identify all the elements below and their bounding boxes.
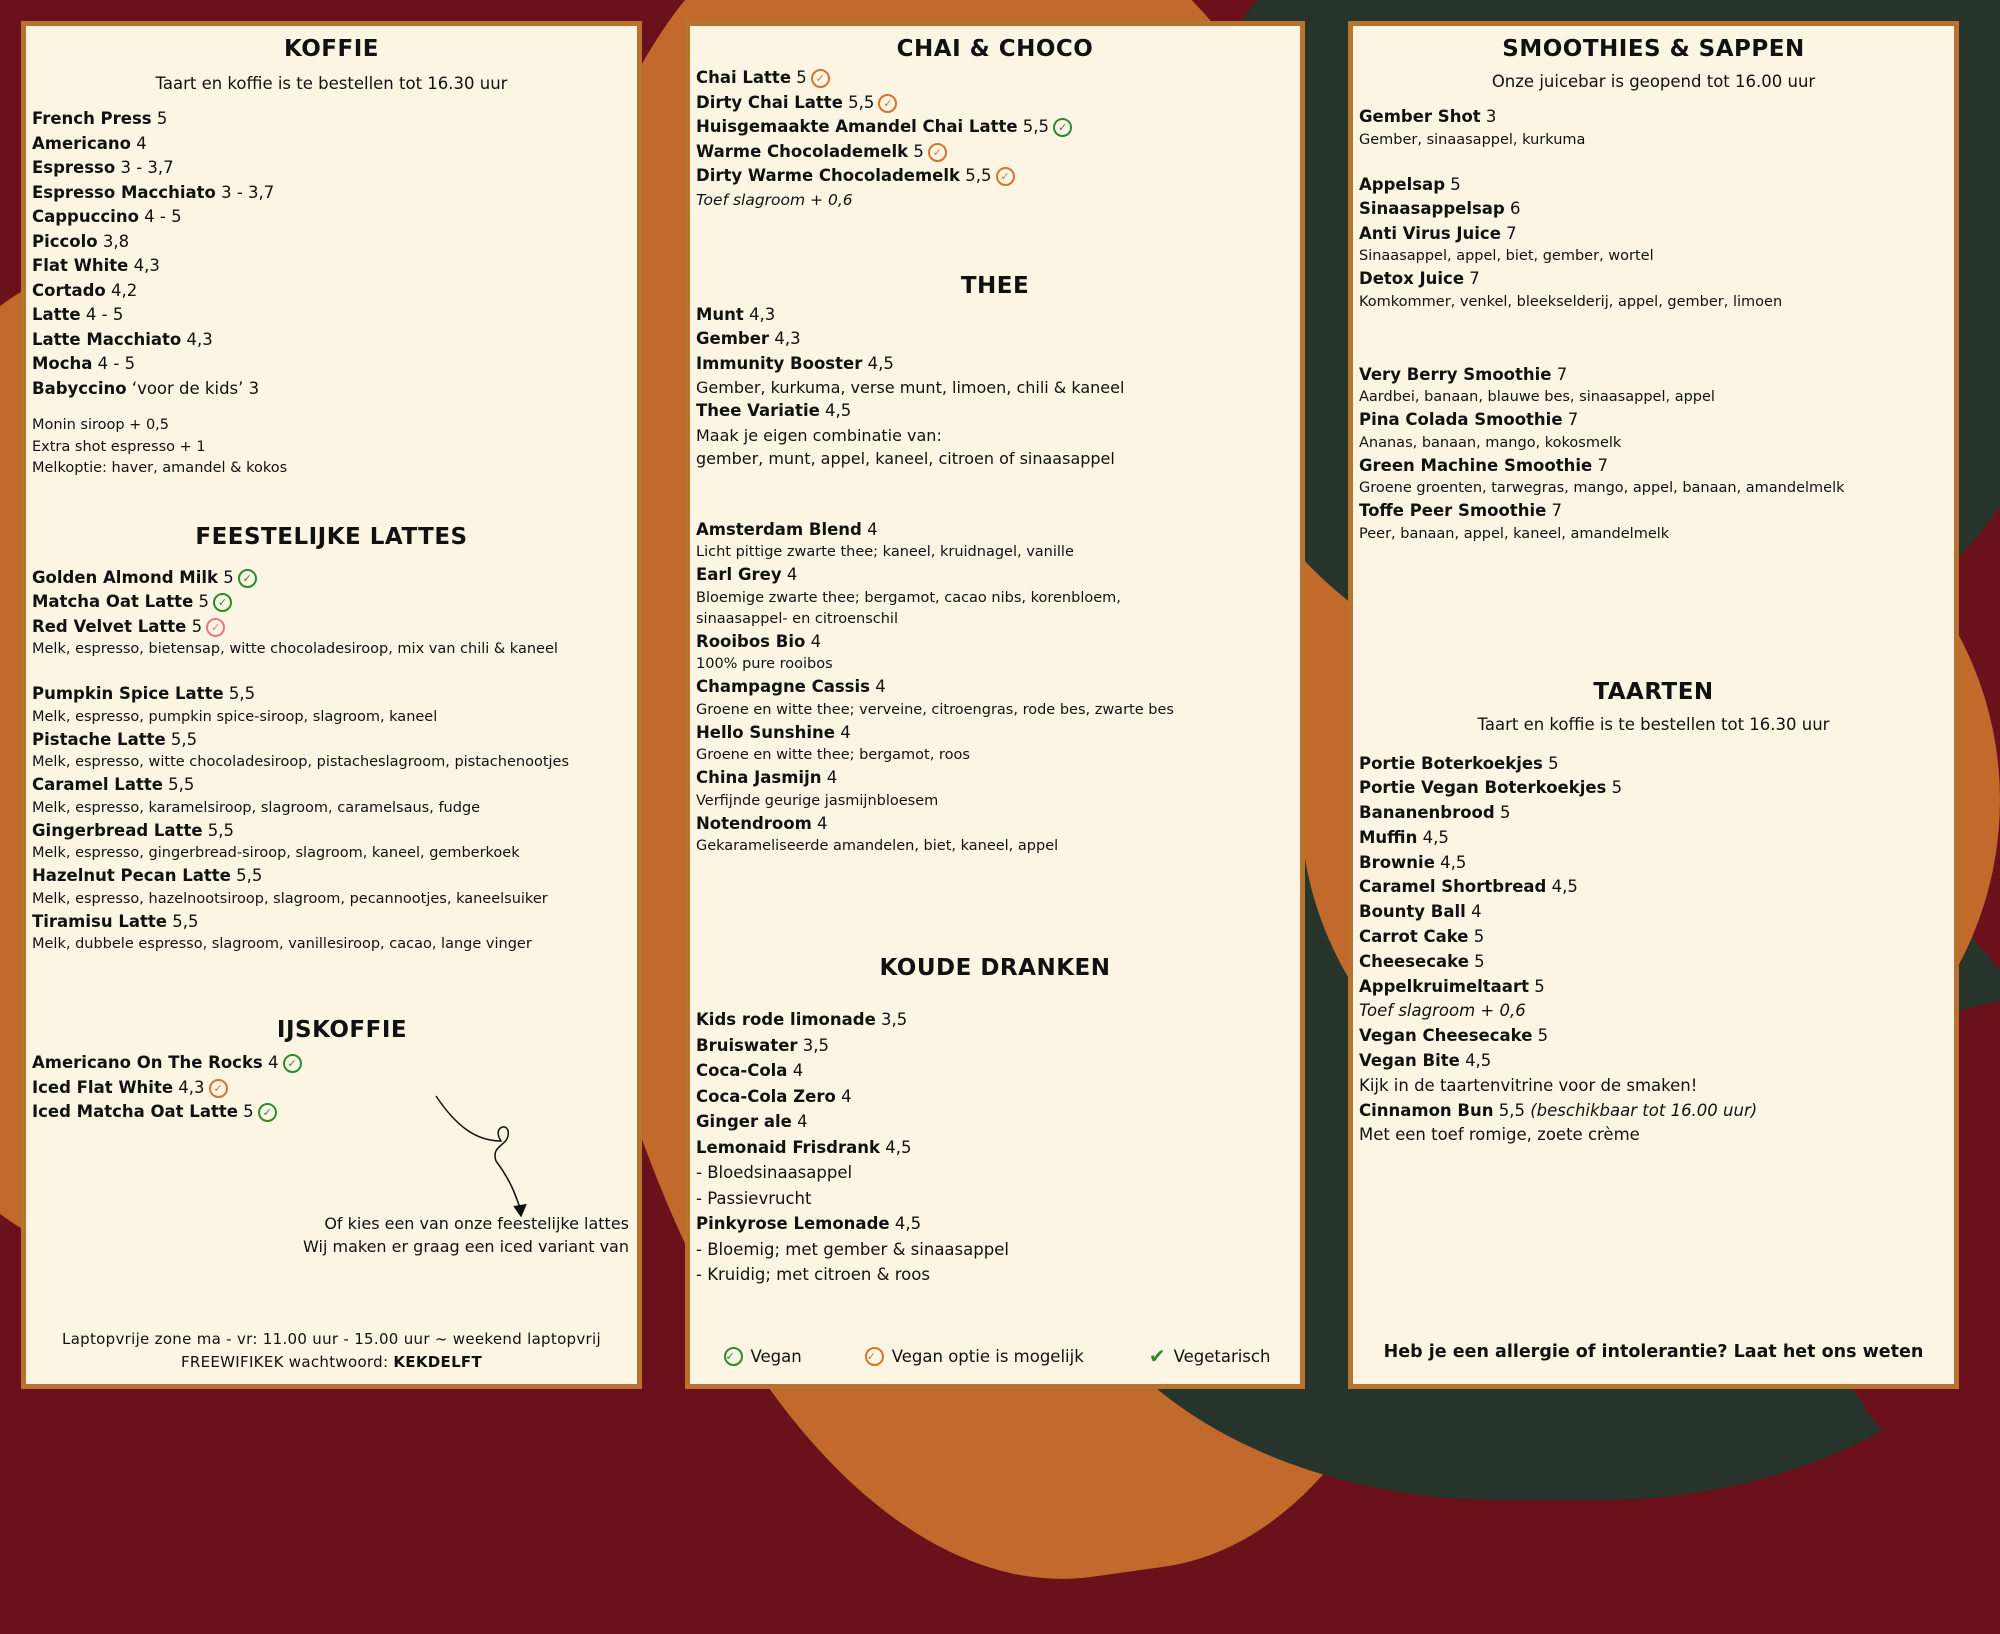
item-description: gember, munt, appel, kaneel, citroen of sinaasappel bbox=[696, 448, 1115, 468]
vegan-option-icon: ✓ bbox=[209, 1079, 228, 1098]
menu-item: Golden Almond Milk 5 ✓ bbox=[32, 566, 631, 591]
koffie-list bbox=[32, 107, 631, 401]
vegan-icon: ✓ bbox=[258, 1103, 277, 1122]
menu-item: Portie Vegan Boterkoekjes 5 bbox=[1359, 778, 1623, 798]
item-description: Aardbei, banaan, blauwe bes, sinaasappel, appel bbox=[1359, 389, 1715, 405]
vegan-option-icon: ✓ bbox=[206, 618, 225, 637]
menu-item: Anti Virus Juice 7 bbox=[1359, 223, 1517, 243]
menu-item: Vegan Bite 4,5 bbox=[1359, 1051, 1492, 1071]
item-description: Ananas, banaan, mango, kokosmelk bbox=[1359, 434, 1622, 451]
thee-list bbox=[696, 303, 1294, 858]
section-title-chai: CHAI & CHOCO bbox=[896, 36, 1094, 62]
menu-item: Toffe Peer Smoothie 7 bbox=[1359, 501, 1563, 520]
menu-item: Gember 4,3 bbox=[696, 329, 801, 348]
item-description: Komkommer, venkel, bleekselderij, appel, gember, limoen bbox=[1359, 293, 1783, 310]
item-description: Gember, sinaasappel, kurkuma bbox=[1359, 131, 1586, 148]
menu-item: Latte Macchiato 4,3 bbox=[32, 329, 213, 349]
menu-item: Dirty Chai Latte 5,5 ✓ bbox=[696, 91, 1294, 116]
menu-item: Americano On The Rocks 4 ✓ bbox=[32, 1051, 631, 1076]
item-description: Melk, espresso, pumpkin spice-siroop, slagroom, kaneel bbox=[32, 708, 438, 725]
item-description: Melk, espresso, bietensap, witte chocoladesiroop, mix van chili & kaneel bbox=[32, 641, 558, 657]
item-description: Groene en witte thee; bergamot, roos bbox=[696, 747, 970, 763]
menu-item: Pina Colada Smoothie 7 bbox=[1359, 410, 1579, 429]
footer-laptop: Laptopvrije zone ma - vr: 11.00 uur - 15.00 uur ~ weekend laptopvrij FREEWIFIKEK wachtwoord: KEKDELFT bbox=[62, 1330, 601, 1371]
menu-item: Red Velvet Latte 5 ✓ bbox=[32, 615, 631, 640]
koude-list bbox=[696, 1007, 1294, 1288]
menu-panel-left bbox=[21, 21, 642, 1389]
heart-arrow-icon bbox=[416, 1086, 556, 1226]
menu-item: Immunity Booster 4,5 bbox=[696, 353, 894, 373]
menu-item: Detox Juice 7 bbox=[1359, 269, 1480, 288]
vegan-icon: ✓ bbox=[213, 593, 232, 612]
menu-item: Flat White 4,3 bbox=[32, 256, 160, 275]
legend-vegan: ✓ Vegan bbox=[725, 1346, 802, 1366]
menu-item: Notendroom 4 bbox=[696, 813, 828, 833]
menu-item: Caramel Shortbread 4,5 bbox=[1359, 877, 1578, 897]
koffie-extra: Melkoptie: haver, amandel & kokos bbox=[32, 460, 288, 476]
menu-item: Hazelnut Pecan Latte 5,5 bbox=[32, 866, 263, 885]
section-title-taarten: TAARTEN bbox=[1593, 678, 1714, 705]
menu-item: Vegan Cheesecake 5 bbox=[1359, 1026, 1549, 1046]
menu-item: Cortado 4,2 bbox=[32, 280, 138, 300]
section-title-feestelijke: FEESTELIJKE LATTES bbox=[195, 523, 468, 550]
legend bbox=[690, 1344, 1300, 1368]
item-description: Groene groenten, tarwegras, mango, appel, banaan, amandelmelk bbox=[1359, 480, 1845, 496]
item-description: Melk, espresso, hazelnootsiroop, slagroom, pecannootjes, kaneelsuiker bbox=[32, 890, 548, 907]
menu-item: Pinkyrose Lemonade 4,5 bbox=[696, 1214, 922, 1233]
menu-item: Hello Sunshine 4 bbox=[696, 722, 851, 742]
menu-item: Portie Boterkoekjes 5 bbox=[1359, 753, 1559, 773]
menu-item: French Press 5 bbox=[32, 109, 168, 128]
item-option: - Bloedsinaasappel bbox=[696, 1163, 853, 1182]
menu-item: Matcha Oat Latte 5 ✓ bbox=[32, 590, 631, 615]
item-description: Gember, kurkuma, verse munt, limoen, chili & kaneel bbox=[696, 378, 1125, 397]
menu-item: Warme Chocolademelk 5 ✓ bbox=[696, 140, 1294, 165]
vegan-icon: ✓ bbox=[238, 569, 257, 588]
section-title-thee: THEE bbox=[960, 272, 1030, 299]
menu-item: Piccolo 3,8 bbox=[32, 231, 130, 251]
menu-item: Bruiswater 3,5 bbox=[696, 1035, 830, 1055]
menu-item: Champagne Cassis 4 bbox=[696, 677, 886, 696]
item-description: Bloemige zwarte thee; bergamot, cacao nibs, korenbloem, bbox=[696, 589, 1121, 606]
menu-item: Muffin 4,5 bbox=[1359, 827, 1449, 847]
menu-item: China Jasmijn 4 bbox=[696, 768, 838, 787]
menu-item: Iced Matcha Oat Latte 5 ✓ bbox=[32, 1100, 631, 1125]
menu-item: Coca-Cola 4 bbox=[696, 1061, 804, 1080]
item-option: - Bloemig; met gember & sinaasappel bbox=[696, 1239, 1009, 1259]
item-description: Licht pittige zwarte thee; kaneel, kruidnagel, vanille bbox=[696, 544, 1074, 560]
menu-item: Cinnamon Bun 5,5 (beschikbaar tot 16.00 uur) bbox=[1359, 1100, 1758, 1120]
vegan-option-icon: ✓ bbox=[811, 69, 830, 88]
legend-vegetarisch: ✔ Vegetarisch bbox=[1148, 1344, 1271, 1368]
menu-item: Thee Variatie 4,5 bbox=[696, 401, 852, 420]
menu-item: Rooibos Bio 4 bbox=[696, 631, 822, 651]
chai-extra: Toef slagroom + 0,6 bbox=[696, 190, 853, 209]
vegan-option-icon: ✓ bbox=[996, 167, 1015, 186]
menu-item: Cappuccino 4 - 5 bbox=[32, 207, 182, 226]
menu-item: Iced Flat White 4,3 ✓ bbox=[32, 1076, 631, 1101]
menu-item: Huisgemaakte Amandel Chai Latte 5,5 ✓ bbox=[696, 115, 1294, 140]
vegetarian-leaf-icon: ✔ bbox=[1148, 1344, 1166, 1368]
menu-item: Americano 4 bbox=[32, 133, 147, 153]
menu-item: Carrot Cake 5 bbox=[1359, 927, 1485, 947]
menu-item: Ginger ale 4 bbox=[696, 1112, 808, 1131]
item-description: 100% pure rooibos bbox=[696, 656, 833, 672]
ijskoffie-note: Of kies een van onze feestelijke lattes Wij maken er graag een iced variant van bbox=[303, 1214, 629, 1256]
smoothies-note: Onze juicebar is geopend tot 16.00 uur bbox=[1491, 72, 1816, 91]
taarten-note: Taart en koffie is te bestellen tot 16.30 uur bbox=[1477, 714, 1830, 734]
vegan-icon: ✓ bbox=[724, 1347, 743, 1366]
item-description: Peer, banaan, appel, kaneel, amandelmelk bbox=[1359, 525, 1670, 542]
item-description: sinaasappel- en citroenschil bbox=[696, 610, 898, 627]
menu-item: Kids rode limonade 3,5 bbox=[696, 1010, 908, 1029]
menu-item: Dirty Warme Chocolademelk 5,5 ✓ bbox=[696, 164, 1294, 189]
menu-item: Sinaasappelsap 6 bbox=[1359, 199, 1521, 218]
menu-item: Appelsap 5 bbox=[1359, 174, 1461, 194]
section-title-koude: KOUDE DRANKEN bbox=[879, 955, 1111, 981]
menu-item: Brownie 4,5 bbox=[1359, 852, 1467, 872]
menu-item: Amsterdam Blend 4 bbox=[696, 519, 878, 539]
menu-item: Pumpkin Spice Latte 5,5 bbox=[32, 684, 256, 703]
menu-item: Latte 4 - 5 bbox=[32, 305, 124, 324]
taarten-list bbox=[1359, 752, 1948, 1149]
item-option: - Passievrucht bbox=[696, 1188, 812, 1208]
menu-item: Earl Grey 4 bbox=[696, 565, 798, 584]
item-description: Sinaasappel, appel, biet, gember, wortel bbox=[1359, 248, 1654, 264]
legend-optie: ✓ Vegan optie is mogelijk bbox=[866, 1346, 1084, 1366]
menu-item: Green Machine Smoothie 7 bbox=[1359, 455, 1608, 475]
taarten-vitrine: Kijk in de taartenvitrine voor de smaken! bbox=[1359, 1075, 1698, 1095]
menu-item: Espresso Macchiato 3 - 3,7 bbox=[32, 182, 275, 202]
menu-item: Mocha 4 - 5 bbox=[32, 354, 136, 373]
koffie-extra: Extra shot espresso + 1 bbox=[32, 438, 206, 455]
item-description: Groene en witte thee; verveine, citroengras, rode bes, zwarte bes bbox=[696, 701, 1174, 718]
menu-item: Lemonaid Frisdrank 4,5 bbox=[696, 1137, 912, 1157]
menu-item: Pistache Latte 5,5 bbox=[32, 729, 198, 749]
menu-item: Babyccino ‘voor de kids’ 3 bbox=[32, 378, 260, 398]
vegan-option-icon: ✓ bbox=[878, 94, 897, 113]
item-description: Melk, espresso, gingerbread-siroop, slagroom, kaneel, gemberkoek bbox=[32, 845, 520, 861]
menu-item: Bounty Ball 4 bbox=[1359, 902, 1482, 922]
item-option: - Kruidig; met citroen & roos bbox=[696, 1265, 930, 1284]
menu-item: Cheesecake 5 bbox=[1359, 951, 1485, 971]
section-title-smoothies: SMOOTHIES & SAPPEN bbox=[1502, 36, 1805, 62]
item-description: Melk, dubbele espresso, slagroom, vanillesiroop, cacao, lange vinger bbox=[32, 936, 532, 952]
koffie-note: Taart en koffie is te bestellen tot 16.30 uur bbox=[155, 74, 508, 93]
menu-panel-middle bbox=[685, 21, 1305, 1389]
allergy-notice: Heb je een allergie of intolerantie? Laat het ons weten bbox=[1383, 1342, 1924, 1362]
wifi-password: KEKDELFT bbox=[393, 1353, 483, 1371]
vegan-option-icon: ✓ bbox=[865, 1347, 884, 1366]
menu-item: Appelkruimeltaart 5 bbox=[1359, 976, 1545, 996]
vegan-option-icon: ✓ bbox=[928, 143, 947, 162]
menu-item: Espresso 3 - 3,7 bbox=[32, 158, 174, 177]
chai-list bbox=[696, 66, 1294, 211]
menu-item: Very Berry Smoothie 7 bbox=[1359, 364, 1568, 384]
vegan-icon: ✓ bbox=[283, 1054, 302, 1073]
item-description: Melk, espresso, karamelsiroop, slagroom, caramelsaus, fudge bbox=[32, 799, 481, 816]
smoothies-list bbox=[1359, 105, 1948, 545]
item-description: Maak je eigen combinatie van: bbox=[696, 425, 942, 445]
taarten-extra: Toef slagroom + 0,6 bbox=[1359, 1001, 1526, 1021]
item-description: Met een toef romige, zoete crème bbox=[1359, 1125, 1640, 1145]
section-title-ijskoffie: IJSKOFFIE bbox=[276, 1017, 408, 1043]
menu-item: Chai Latte 5 ✓ bbox=[696, 66, 1294, 91]
koffie-extra: Monin siroop + 0,5 bbox=[32, 417, 169, 433]
menu-item: Gember Shot 3 bbox=[1359, 107, 1497, 126]
menu-item: Gingerbread Latte 5,5 bbox=[32, 820, 235, 840]
menu-item: Munt 4,3 bbox=[696, 304, 776, 324]
menu-item: Tiramisu Latte 5,5 bbox=[32, 911, 199, 931]
menu-item: Bananenbrood 5 bbox=[1359, 803, 1511, 823]
item-description: Gekarameliseerde amandelen, biet, kaneel, appel bbox=[696, 838, 1059, 854]
feestelijke-list bbox=[32, 566, 631, 956]
vegan-icon: ✓ bbox=[1053, 118, 1072, 137]
menu-item: Coca-Cola Zero 4 bbox=[696, 1086, 852, 1106]
menu-panel-right bbox=[1348, 21, 1959, 1389]
menu-item: Caramel Latte 5,5 bbox=[32, 775, 195, 794]
item-description: Verfijnde geurige jasmijnbloesem bbox=[696, 792, 939, 809]
section-title-koffie: KOFFIE bbox=[283, 36, 380, 62]
item-description: Melk, espresso, witte chocoladesiroop, pistacheslagroom, pistachenootjes bbox=[32, 754, 570, 770]
